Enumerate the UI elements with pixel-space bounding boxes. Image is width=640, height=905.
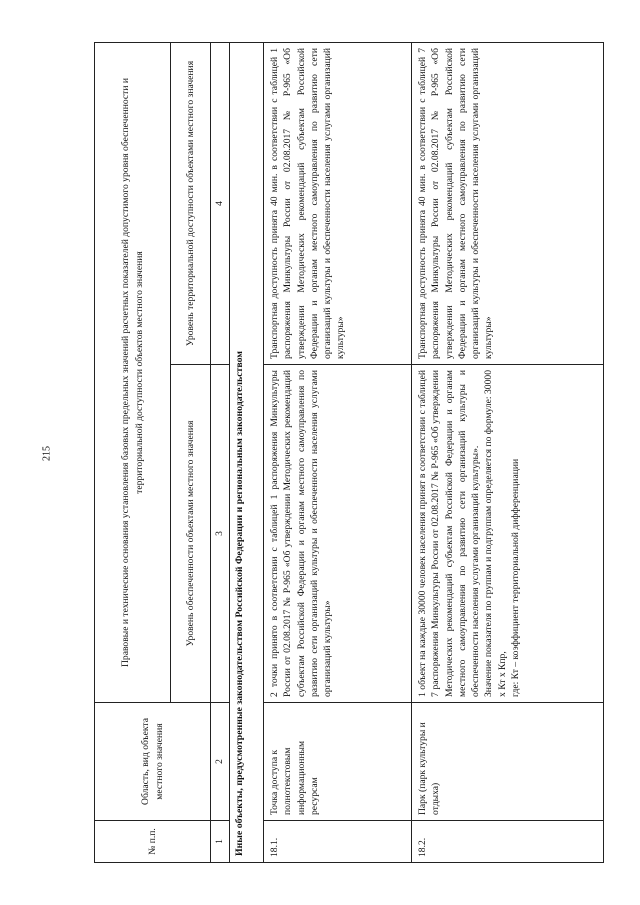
row-provision: 2 точки принято в соответствии с таблицей 1 распоряжения Минкультуры России от 02.08.2017 № Р-965 «Об утверждении Методических рекомендаций субъектам Российской Федерации и органам местного самоуправления по развитию сети организаций культуры и обеспеченности населения услугами организаций культуры» [264,365,412,703]
section-row [230,43,264,863]
column-number: 3 [211,365,230,703]
row-num: 18.2. [412,821,604,863]
column-number: 2 [211,703,230,821]
provision-note: где: Кт – коэффициент территориальной дифференциации [509,458,521,697]
header-num: № п.п. [95,821,211,863]
column-number: 4 [211,43,230,365]
header-area: Область, вид объекта местного значения [95,703,211,821]
provision-formula: Значение показателя по группам и подгруппам определяется по формуле: 30000 х Кт х Кпр, [483,370,508,697]
table-row [412,43,604,863]
row-access: Транспортная доступность принята 40 мин. в соответствии с таблицей 7 распоряжения Минкультуры России от 02.08.2017 № Р-965 «Об утверждении Методических рекомендаций субъектам Российской Федерации и органам местного самоуправления по развитию сети организаций культуры и обеспеченности населения услугами организаций культуры» [412,43,604,365]
row-access: Транспортная доступность принята 40 мин. в соответствии с таблицей 1 распоряжения Минкультуры России от 02.08.2017 № Р-965 «Об утверждении Методических рекомендаций субъектам Российской Федерации и органам местного самоуправления по развитию сети организаций культуры и обеспеченности населения услугами организаций культуры» [264,43,412,365]
header-row [95,43,171,863]
column-number-row [211,43,230,863]
header-group: Правовые и технические основания установления базовых предельных значений расчетных показателей допустимого уровня обеспеченности и территориальной доступности объектов местного значения [95,43,171,703]
header-provision: Уровень обеспеченности объектами местного значения [171,365,211,703]
provision-paragraph: 1 объект на каждые 30000 человек населения принят в соответствии с таблицей 7 распоряжения Минкультуры России от 02.08.2017 № Р-965 «Об утверждении Методических рекомендаций субъектам Российской Федерации и органам местного самоуправления по развитию сети организаций культуры и обеспеченности населения услугами организаций культуры». [417,370,482,697]
standards-table [94,42,604,863]
row-area: Парк (парк культуры и отдыха) [412,703,604,821]
page-number: 215 [41,446,53,461]
row-provision [412,365,604,703]
row-area: Точка доступа к полнотекстовым информационным ресурсам [264,703,412,821]
header-access: Уровень территориальной доступности объектами местного значения [171,43,211,365]
column-number: 1 [211,821,230,863]
row-num: 18.1. [264,821,412,863]
table-row [264,43,412,863]
rotated-table-container [94,43,604,863]
section-title: Иные объекты, предусмотренные законодательством Российской Федерации и региональным законодательством [230,43,264,863]
